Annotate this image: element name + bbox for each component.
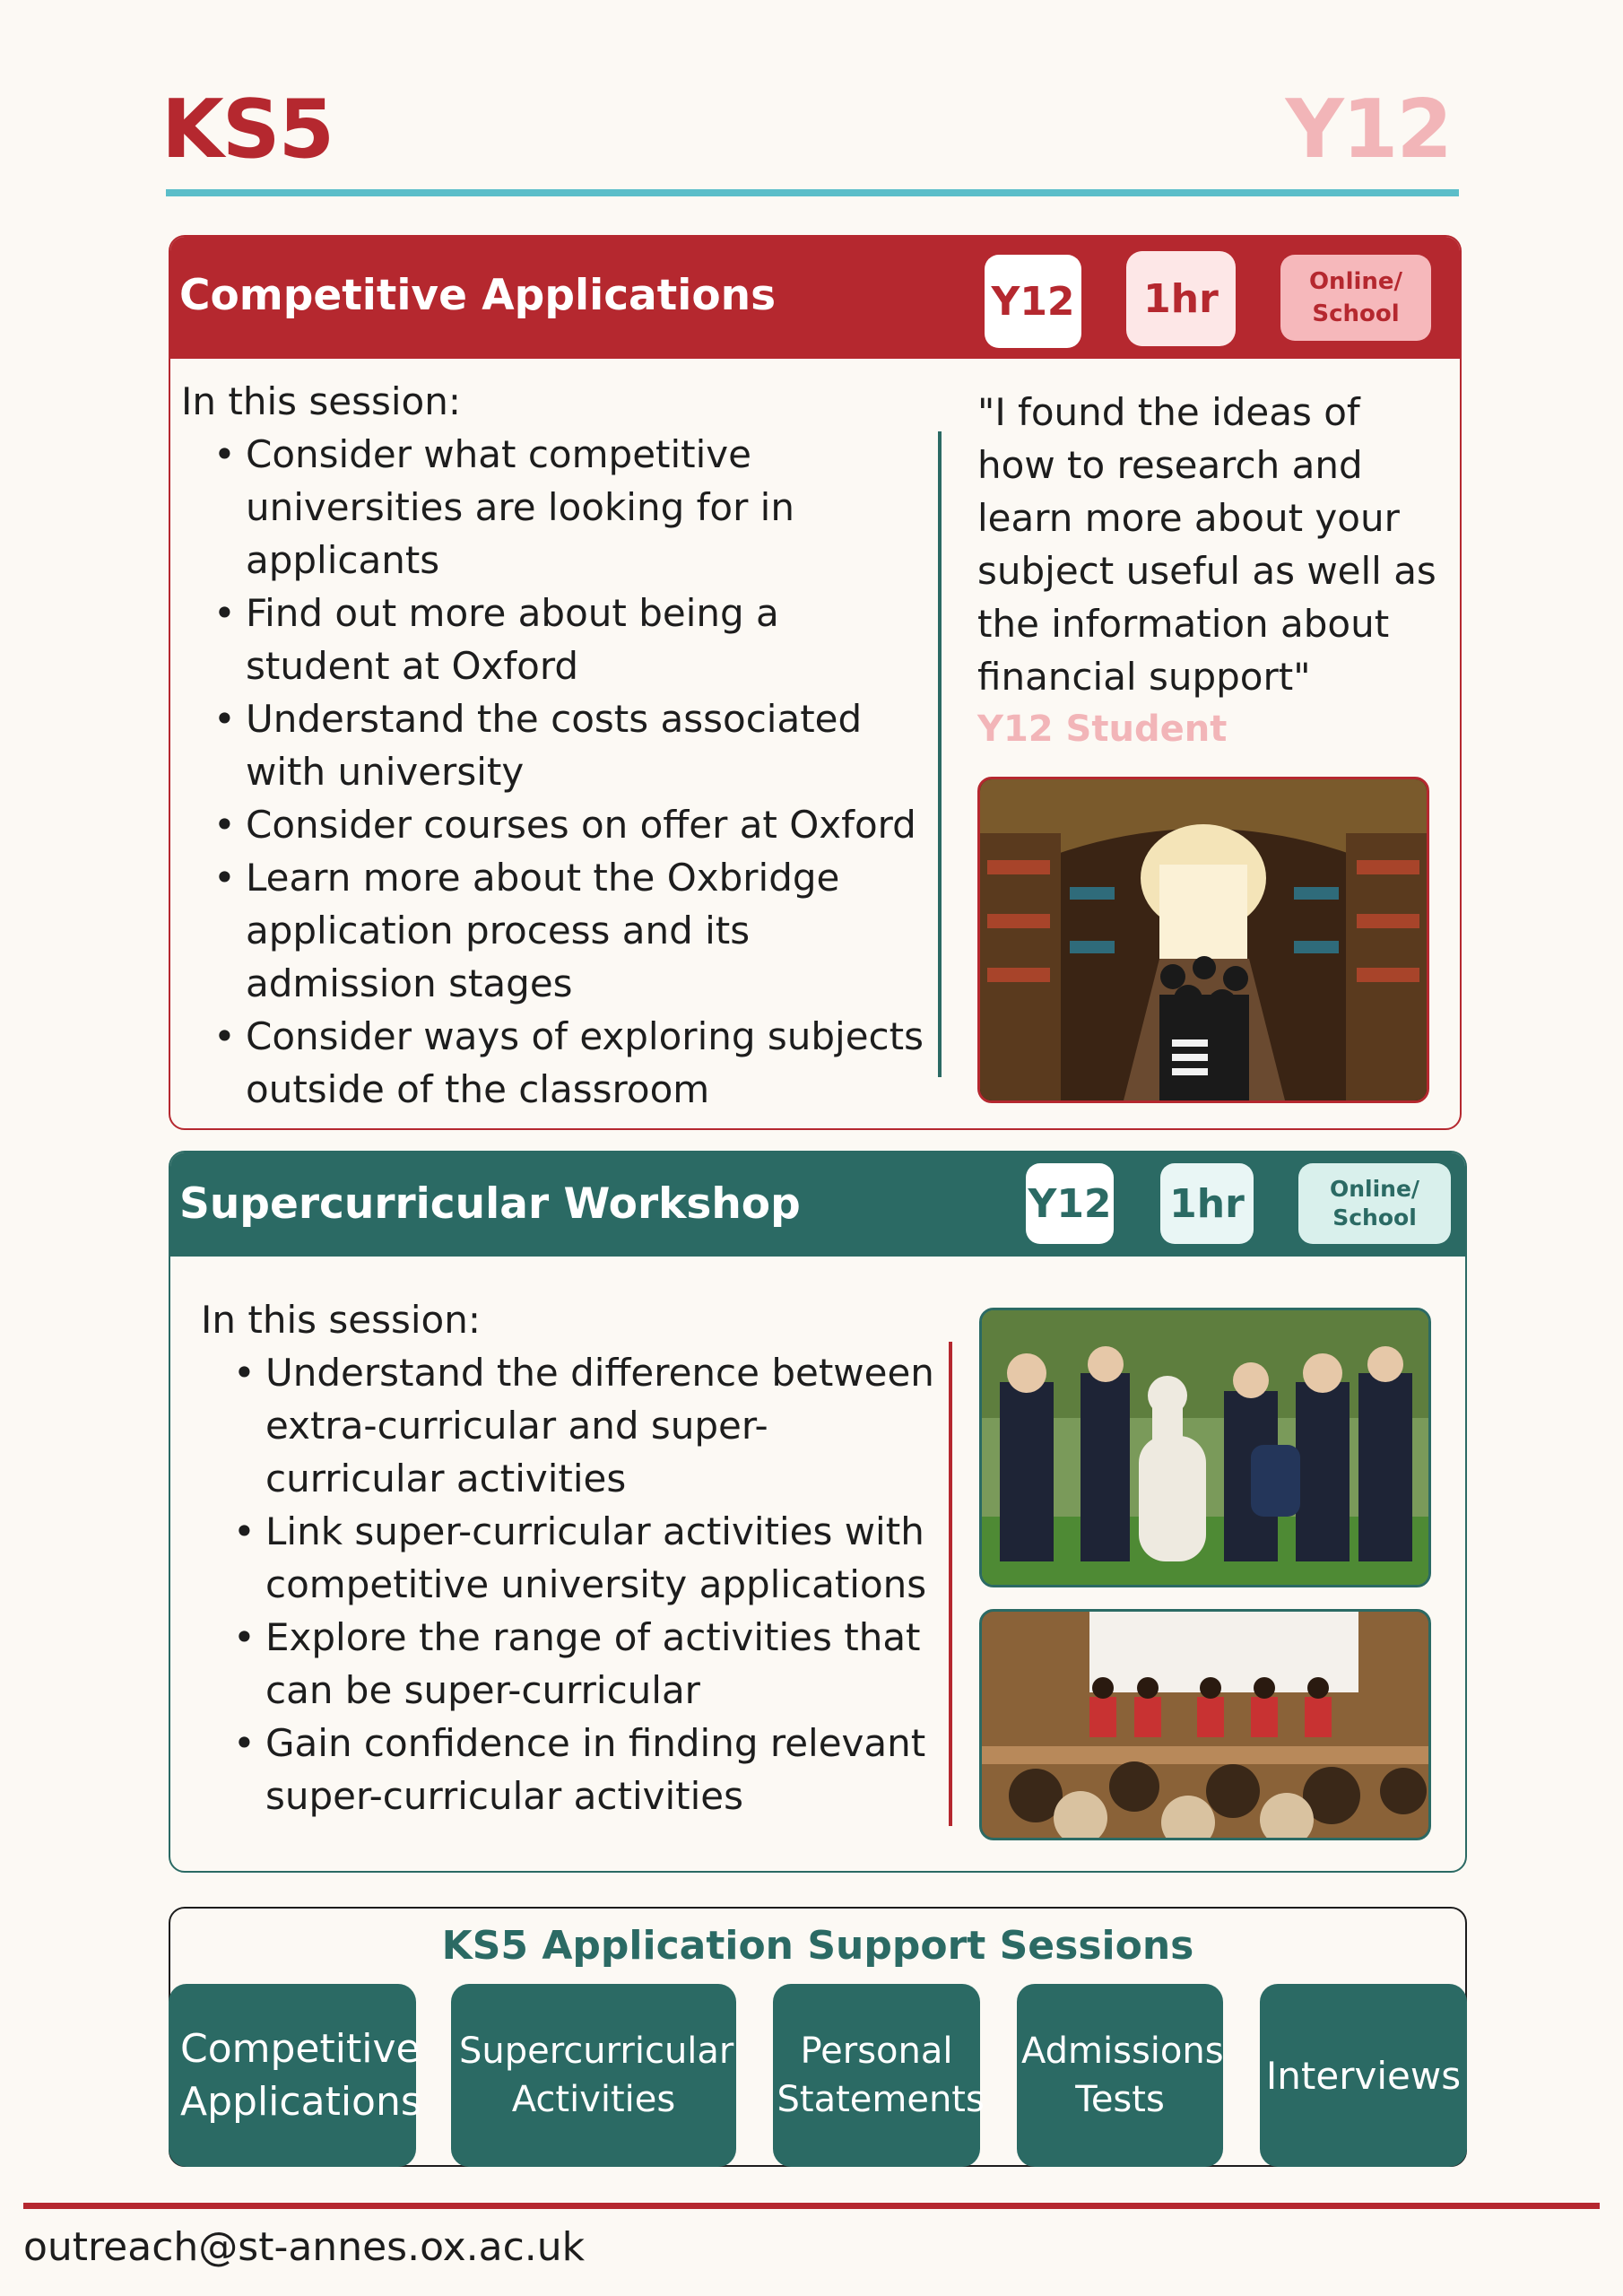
footer-divider [23,2203,1600,2209]
alpaca-scene-image [982,1310,1428,1585]
tile-personal-statements[interactable] [773,1984,985,2167]
list-item: • Explore the range of activities that can be super-curricular [201,1611,936,1717]
list-item: • Learn more about the Oxbridge application process and its admission stages [181,851,934,1010]
card-header [170,237,1460,359]
year-title: Y12 [1285,83,1451,177]
list-item: • Consider ways of exploring subjects outside of the classroom [181,1010,934,1116]
contact-email[interactable]: outreach@st-annes.ox.ac.uk [23,2224,586,2270]
lecture-scene-image [982,1612,1428,1838]
student-quote: "I found the ideas of how to research and learn more about your subject useful as well as the information about financial support" [977,390,1436,699]
mode-chip-label: Online/ School [1329,1176,1420,1231]
quote-source: Y12 Student [977,709,1228,750]
list-item: • Gain confidence in finding relevant super-curricular activities [201,1717,936,1822]
tile-supercurricular-activities[interactable] [451,1984,736,2167]
list-item: • Consider courses on offer at Oxford [181,798,934,851]
mode-chip-label: Online/ School [1308,268,1403,327]
tile-label: Competitive Applications [180,2026,421,2125]
duration-chip: 1hr [1160,1163,1254,1244]
panel-talk-photo [979,1609,1431,1840]
session-intro: In this session: [201,1298,481,1342]
tile-label: Interviews [1265,2053,1462,2098]
mode-chip [1280,255,1431,341]
library-scene-image [980,779,1427,1100]
column-divider [938,431,942,1077]
mode-chip [1298,1163,1451,1244]
tile-label: Personal Statements [777,2031,985,2120]
alpaca-visit-photo [979,1308,1431,1587]
year-chip: Y12 [1026,1163,1114,1244]
tile-admissions-tests[interactable] [1017,1984,1223,2167]
card-title: Supercurricular Workshop [179,1179,801,1229]
card-title: Competitive Applications [179,271,777,320]
list-item: • Consider what competitive universities are looking for in applicants [181,428,934,587]
column-divider [949,1342,952,1826]
session-intro: In this session: [181,379,461,423]
list-item: • Find out more about being a student at Oxford [181,587,934,692]
library-photo [977,777,1429,1103]
list-item: • Understand the costs associated with university [181,692,934,798]
session-points-list [201,1346,936,1822]
header-divider [166,189,1459,196]
tile-competitive-applications[interactable] [169,1984,421,2167]
tile-interviews[interactable] [1260,1984,1467,2167]
year-chip: Y12 [985,255,1081,348]
list-item: • Link super-curricular activities with competitive university applications [201,1505,936,1611]
card-header [170,1152,1465,1257]
session-points-list [181,428,934,1116]
list-item: • Understand the difference between extra-curricular and super-curricular activities [201,1346,936,1505]
support-sessions-title: KS5 Application Support Sessions [441,1923,1194,1969]
tile-label: Supercurricular Activities [459,2031,734,2120]
stage-title: KS5 [161,83,334,177]
duration-chip: 1hr [1126,251,1236,346]
tile-label: Admissions Tests [1021,2031,1224,2120]
